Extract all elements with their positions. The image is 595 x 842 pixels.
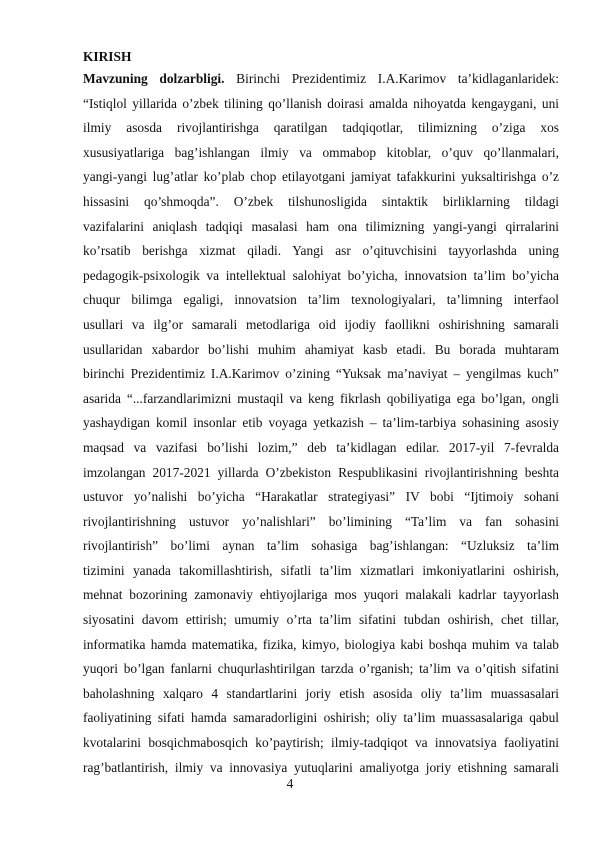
- paragraph-line: baholashning xalqaro 4 standartlarini joriy etish asosida oliy ta’lim muassasalari: [83, 685, 559, 701]
- paragraph-line: ustuvor yo’nalishi bo’yicha “Harakatlar strategiyasi” IV bobi “Ijtimoiy sohani: [83, 489, 559, 505]
- paragraph-line: rivojlantirish” bo’limi aynan ta’lim sohasiga bag’ishlangan: “Uzluksiz ta’lim: [83, 538, 559, 554]
- paragraph-line: rivojlantirishning ustuvor yo’nalishlari” bo’limining “Ta’lim va fan sohasini: [83, 513, 559, 529]
- paragraph-line: kvotalarini bosqichmabosqich ko’paytirish; ilmiy-tadqiqot va innovatsiya faoliyatini: [83, 735, 559, 751]
- paragraph-line: birinchi Prezidentimiz I.A.Karimov o’zining “Yuksak ma’naviyat – yengilmas kuch”: [83, 366, 559, 382]
- page-number: 4: [286, 776, 294, 791]
- paragraph-line: informatika hamda matematika, fizika, kimyo, biologiya kabi boshqa muhim va talab: [83, 636, 559, 652]
- paragraph-line-text: Birinchi Prezidentimiz I.A.Karimov ta’kidlaganlaridek:: [224, 71, 559, 86]
- paragraph-line: usullari va ilg’or samarali metodlariga oid ijodiy faollikni oshirishning samarali: [83, 316, 559, 332]
- paragraph-line: vazifalarini aniqlash tadqiqi masalasi ham ona tilimizning yangi-yangi qirralarini: [83, 218, 559, 234]
- paragraph-lead: Mavzuning dolzarbligi.: [83, 71, 225, 86]
- paragraph-line: imzolangan 2017-2021 yillarda O’zbekiston Respublikasini rivojlantirishning beshta: [83, 464, 559, 480]
- paragraph-line: usullaridan xabardor bo’lishi muhim ahamiyat kasb etadi. Bu borada muhtaram: [83, 341, 559, 357]
- paragraph-line: asarida “...farzandlarimizni mustaqil va keng fikrlash qobiliyatiga ega bo’lgan, ongli: [83, 390, 559, 406]
- paragraph-line: yuqori bo’lgan fanlarni chuqurlashtirilgan tarzda o’rganish; ta’lim va o’qitish sifatini: [83, 661, 559, 677]
- paragraph-line: siyosatini davom ettirish; umumiy o’rta ta’lim sifatini tubdan oshirish, chet tillar,: [83, 612, 559, 628]
- paragraph-line: yangi-yangi lug’atlar ko’plab chop etilayotgani jamiyat tafakkurini yuksaltirishga o’z: [83, 169, 559, 185]
- paragraph-line: ilmiy asosda rivojlantirishga qaratilgan tadqiqotlar, tilimizning o’ziga xos: [83, 120, 559, 136]
- paragraph-line: rag’batlantirish, ilmiy va innovasiya yutuqlarini amaliyotga joriy etishning samarali: [83, 759, 559, 775]
- paragraph-line: hissasini qo’shmoqda”. O’zbek tilshunosligida sintaktik birliklarning tildagi: [83, 193, 559, 209]
- paragraph-line: [83, 67, 559, 92]
- paragraph-line: “Istiqlol yillarida o’zbek tilining qo’llanish doirasi amalda nihoyatda kengaygani, uni: [83, 95, 559, 111]
- paragraph-line: tizimini yanada takomillashtirish, sifatli ta’lim xizmatlari imkoniyatlarini oshirish,: [83, 562, 559, 578]
- paragraph-line: chuqur bilimga egaligi, innovatsion ta’lim texnologiyalari, ta’limning interfaol: [83, 292, 559, 308]
- paragraph-line: xususiyatlariga bag’ishlangan ilmiy va ommabop kitoblar, o’quv qo’llanmalari,: [83, 144, 559, 160]
- paragraph-line: maqsad va vazifasi bo’lishi lozim,” deb ta’kidlagan edilar. 2017-yil 7-fevralda: [83, 439, 559, 455]
- paragraph-line: ko’rsatib berishga xizmat qiladi. Yangi asr o’qituvchisini tayyorlashda uning: [83, 243, 559, 259]
- paragraph-line: mehnat bozorining zamonaviy ehtiyojlariga mos yuqori malakali kadrlar tayyorlash: [83, 587, 559, 603]
- paragraph-line: faoliyatining sifati hamda samaradorligini oshirish; oliy ta’lim muassasalariga qabul: [83, 710, 559, 726]
- paragraph-line: yashaydigan komil insonlar etib voyaga yetkazish – ta’lim-tarbiya sohasining asosiy: [83, 415, 559, 431]
- document-page: [83, 47, 559, 780]
- section-heading: KIRISH: [83, 49, 132, 64]
- paragraph-line: pedagogik-psixologik va intellektual salohiyat bo’yicha, innovatsion ta’lim bo’yicha: [83, 267, 559, 283]
